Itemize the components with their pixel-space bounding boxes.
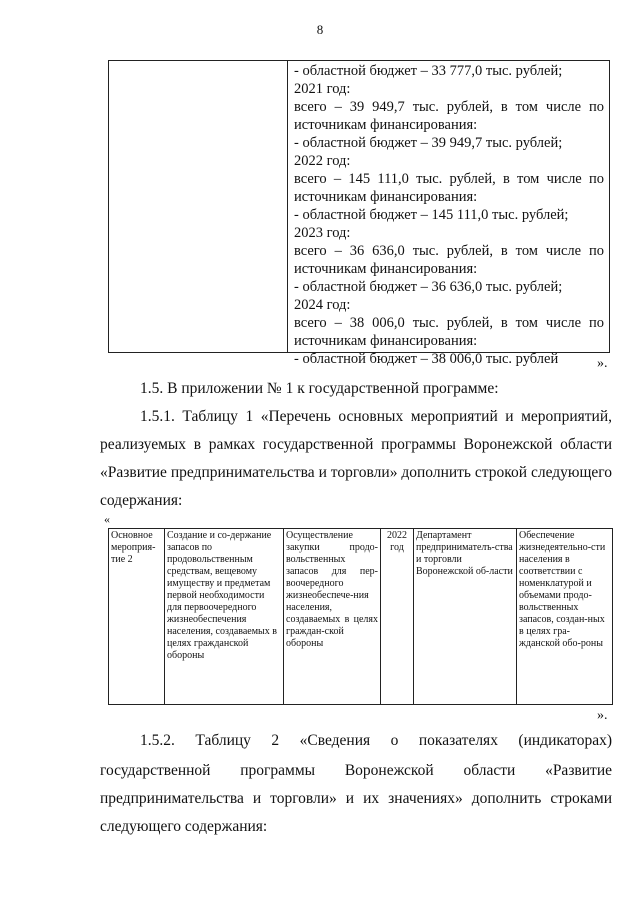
budget-line: всего – 145 111,0 тыс. рублей, в том числе по	[294, 171, 604, 187]
activity-name-cell: Создание и со-держание запасов по продовольственным средствам, вещевому имуществу и предметам первой необходимости для первоочередного жизнеобеспечения населения, создаваемых в целях гражданской обороны	[165, 529, 284, 705]
budget-line: 2023 год:	[294, 225, 351, 241]
budget-line: источникам финансирования:	[294, 189, 478, 205]
activity-code-cell: Основное мероприя-тие 2	[109, 529, 165, 705]
budget-table-divider	[287, 61, 288, 352]
budget-line: - областной бюджет – 36 636,0 тыс. рублей;	[294, 279, 563, 295]
section-1-5-heading: 1.5. В приложении № 1 к государственной программе:	[140, 380, 499, 397]
section-1-5-2-line: предпринимательства и торговли» и их значениях» дополнить строками	[100, 790, 612, 807]
activity-opening-quote: «	[104, 512, 110, 526]
budget-lines	[294, 62, 604, 368]
activity-description-cell: Осуществление закупки продо-вольственных запасов для пер-воочередного жизнеобеспече-ния населения, создаваемых в целях граждан-ской обороны	[284, 529, 381, 705]
section-1-5-1-line: «Развитие предпринимательства и торговли» дополнить строкой следующего	[100, 464, 612, 481]
budget-line: 2022 год:	[294, 153, 351, 169]
activity-executor-cell: Департамент предпринимателъ-ства и торговли Воронежской об-ласти	[414, 529, 517, 705]
activity-year-cell: 2022 год	[381, 529, 414, 705]
budget-line: 2024 год:	[294, 297, 351, 313]
budget-closing-quote: ».	[597, 356, 608, 371]
section-1-5-1-line: 1.5.1. Таблицу 1 «Перечень основных мероприятий и мероприятий,	[140, 408, 612, 425]
budget-line: всего – 38 006,0 тыс. рублей, в том числе по	[294, 315, 604, 331]
table-row	[109, 529, 613, 705]
section-1-5-2-line: следующего содержания:	[100, 818, 268, 835]
budget-line: всего – 36 636,0 тыс. рублей, в том числе по	[294, 243, 604, 259]
section-1-5-1-line: реализуемых в рамках государственной программы Воронежской области	[100, 436, 612, 453]
budget-line: источникам финансирования:	[294, 333, 478, 349]
budget-line: 2021 год:	[294, 81, 351, 97]
budget-line: - областной бюджет – 38 006,0 тыс. рублей	[294, 351, 559, 367]
section-1-5-1-line: содержания:	[100, 492, 183, 509]
budget-line: источникам финансирования:	[294, 261, 478, 277]
activity-result-cell: Обеспечение жизнедеятельно-сти населения в соответствии с номенклатурой и объемами продо-вольственных запасов, создан-ных в целях гра-жданской обо-роны	[517, 529, 613, 705]
activity-closing-quote: ».	[597, 708, 608, 723]
section-1-5-2-line: государственной программы Воронежской области «Развитие	[100, 762, 612, 779]
activity-table	[108, 528, 613, 705]
budget-line: источникам финансирования:	[294, 117, 478, 133]
budget-line: - областной бюджет – 145 111,0 тыс. рублей;	[294, 207, 569, 223]
budget-line: - областной бюджет – 33 777,0 тыс. рублей;	[294, 63, 563, 79]
budget-line: - областной бюджет – 39 949,7 тыс. рублей;	[294, 135, 563, 151]
section-1-5-2-line: 1.5.2. Таблицу 2 «Сведения о показателях (индикаторах)	[140, 732, 612, 749]
budget-line: всего – 39 949,7 тыс. рублей, в том числе по	[294, 99, 604, 115]
page-number: 8	[316, 22, 324, 37]
budget-table	[108, 60, 610, 367]
